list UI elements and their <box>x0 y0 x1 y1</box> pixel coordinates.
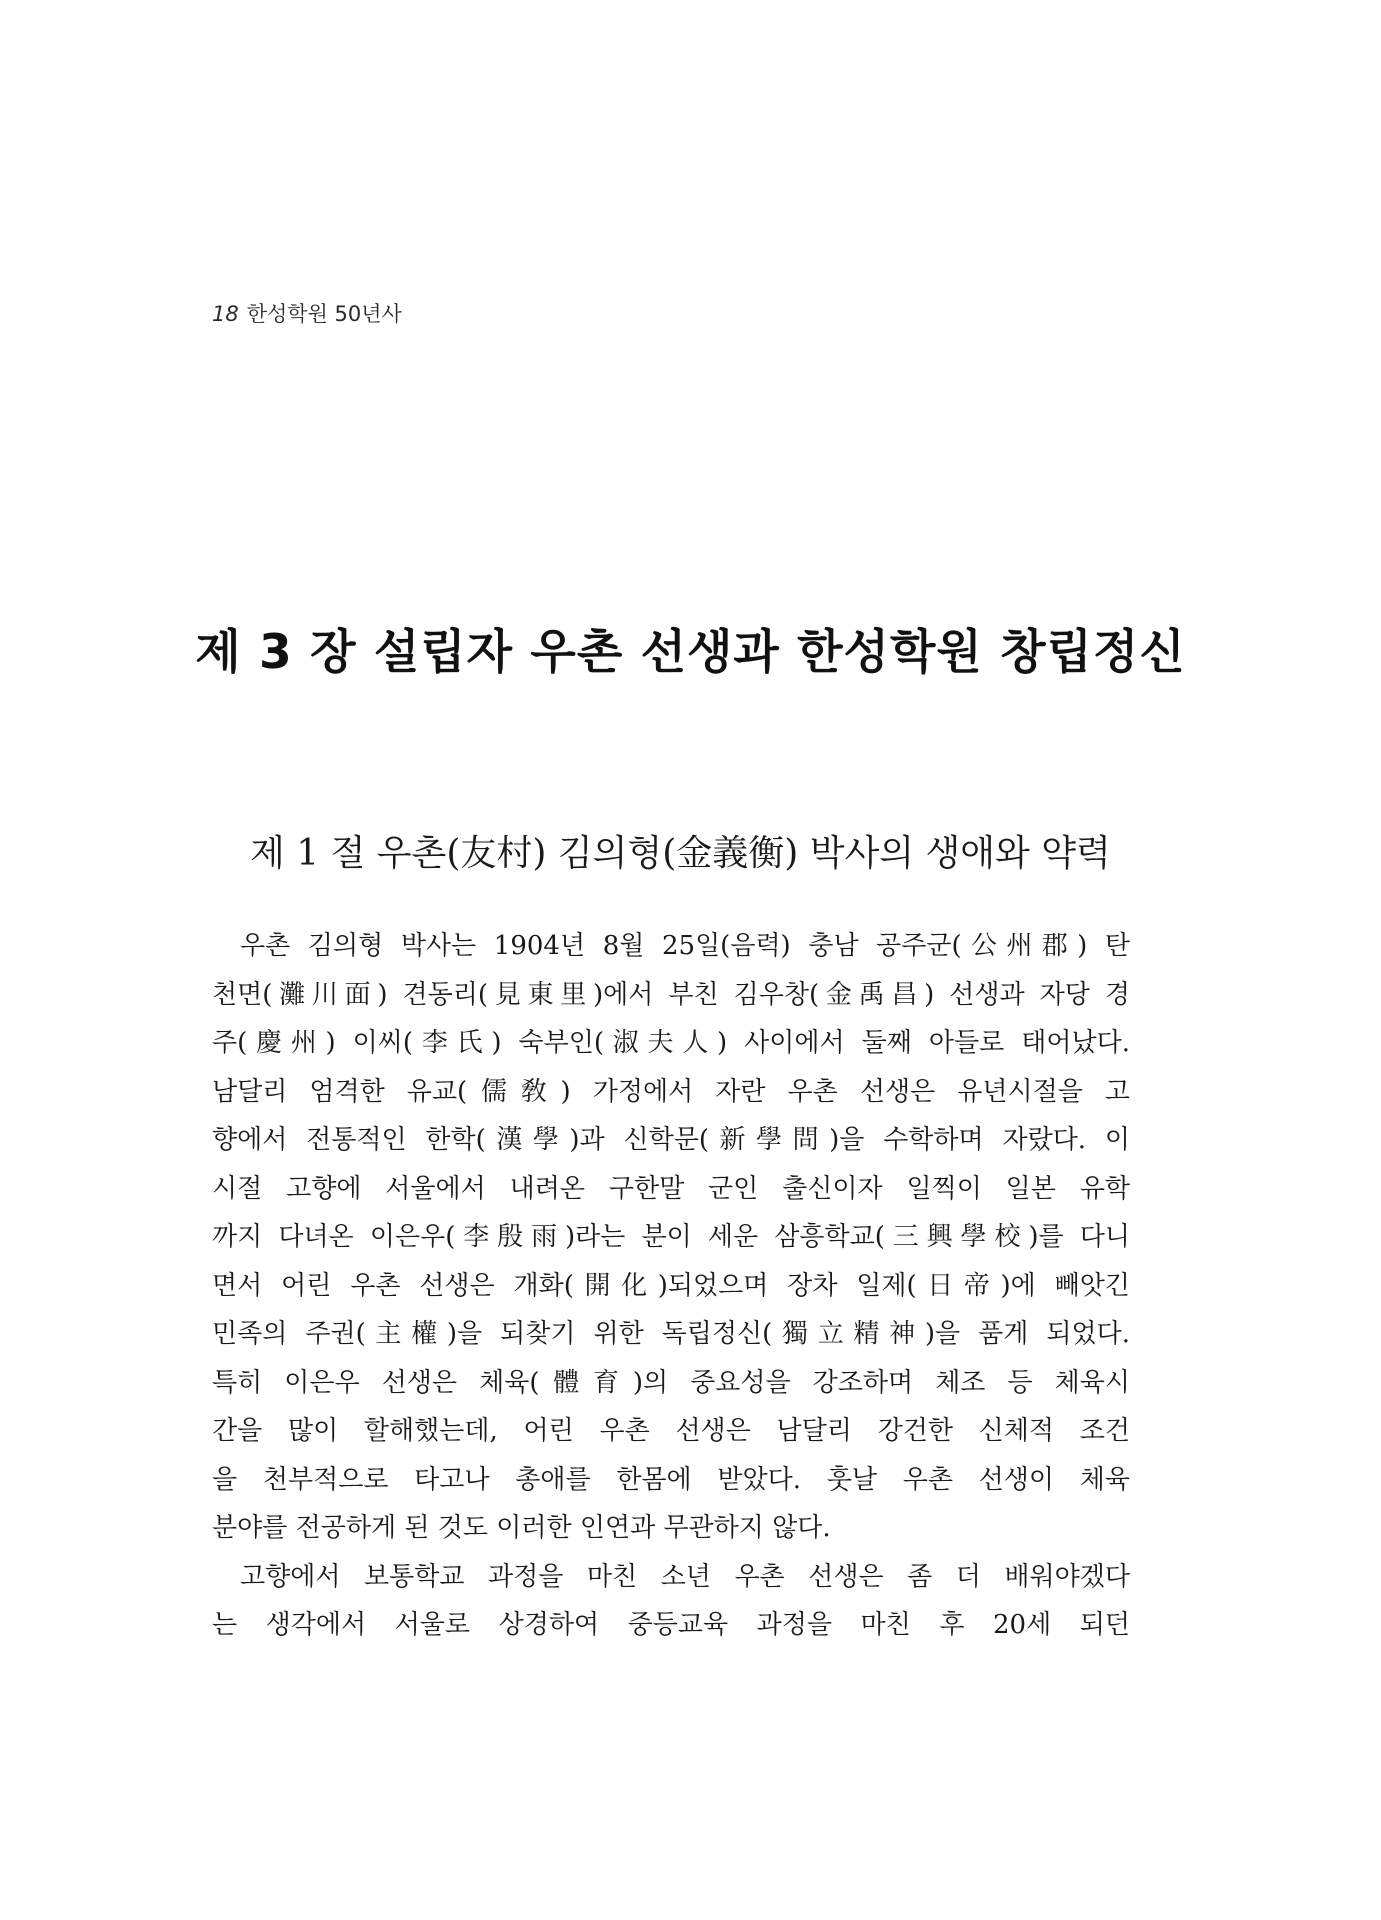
body-line: 남달리 엄격한 유교(儒敎) 가정에서 자란 우촌 선생은 유년시절을 고 <box>212 1076 1130 1107</box>
body-line: 분야를 전공하게 된 것도 이러한 인연과 무관하지 않다. <box>212 1513 831 1543</box>
body-line: 을 천부적으로 타고나 총애를 한몸에 받았다. 훗날 우촌 선생이 체육 <box>212 1464 1130 1495</box>
body-line: 고향에서 보통학교 과정을 마친 소년 우촌 선생은 좀 더 배워야겠다 <box>240 1561 1130 1592</box>
body-text <box>212 922 1130 1650</box>
section-title: 제 1 절 우촌(友村) 김의형(金義衡) 박사의 생애와 약력 <box>250 833 1111 874</box>
body-line: 천면(灘川面) 견동리(見東里)에서 부친 김우창(金禹昌) 선생과 자당 경 <box>212 979 1130 1010</box>
body-line: 시절 고향에 서울에서 내려온 구한말 군인 출신이자 일찍이 일본 유학 <box>212 1173 1130 1204</box>
body-line: 우촌 김의형 박사는 1904년 8월 25일(음력) 충남 공주군(公州郡) 탄 <box>240 931 1130 961</box>
body-line: 간을 많이 할해했는데, 어린 우촌 선생은 남달리 강건한 신체적 조건 <box>212 1416 1130 1446</box>
body-line: 까지 다녀온 이은우(李殷雨)라는 분이 세운 삼흥학교(三興學校)를 다니 <box>212 1222 1130 1252</box>
running-header <box>212 298 402 328</box>
running-title: 한성학원 50년사 <box>246 302 402 326</box>
body-line: 는 생각에서 서울로 상경하여 중등교육 과정을 마친 후 20세 되던 <box>212 1610 1130 1640</box>
body-line: 특히 이은우 선생은 체육(體育)의 중요성을 강조하며 체조 등 체육시 <box>212 1367 1130 1398</box>
body-line: 향에서 전통적인 한학(漢學)과 신학문(新學問)을 수학하며 자랐다. 이 <box>212 1125 1130 1155</box>
chapter-title: 제 3 장 설립자 우촌 선생과 한성학원 창립정신 <box>195 625 1186 680</box>
body-line: 주(慶州) 이씨(李氏) 숙부인(淑夫人) 사이에서 둘째 아들로 태어났다. <box>212 1028 1130 1058</box>
body-line: 면서 어린 우촌 선생은 개화(開化)되었으며 장차 일제(日帝)에 빼앗긴 <box>212 1270 1130 1301</box>
body-line: 민족의 주권(主權)을 되찾기 위한 독립정신(獨立精神)을 품게 되었다. <box>212 1319 1130 1349</box>
page-number: 18 <box>212 302 239 326</box>
